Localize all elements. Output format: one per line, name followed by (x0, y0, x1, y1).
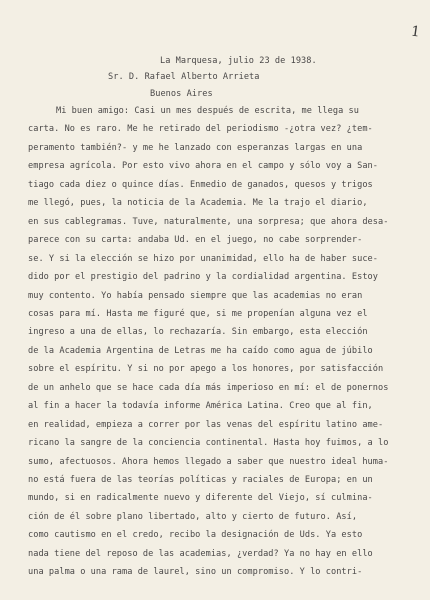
letter-body-line: ción de él sobre plano libertado, alto y cierto de futuro. Así, (28, 511, 358, 522)
letter-body-line: no está fuera de las teorías políticas y raciales de Europa; en un (28, 475, 373, 485)
letter-body-line: parece con su carta: andaba Ud. en el juego, no cabe sorprender- (28, 235, 363, 246)
letter-body-line: me llegó, pues, la noticia de la Academia. Me la trajo el diario, (28, 198, 368, 209)
letter-body-line: dido por el prestigio del padrino y la cordialidad argentina. Estoy (28, 272, 378, 283)
letter-body-line: en sus cablegramas. Tuve, naturalmente, una sorpresa; que ahora desa- (28, 216, 389, 227)
letter-body-line: de un anhelo que se hace cada día más imperioso en mí: el de ponernos (28, 382, 389, 393)
letter-body-line: en realidad, empieza a correr por las venas del espíritu latino ame- (28, 419, 384, 430)
letter-body-line: mundo, si en radicalmente nuevo y diferente del Viejo, sí culmina- (28, 493, 373, 504)
letter-body-line: al fin a hacer la todavía informe América Latina. Creo que al fin, (28, 401, 373, 412)
city-line: Buenos Aires (150, 89, 213, 99)
letter-body-line: empresa agrícola. Por esto vivo ahora en el campo y sólo voy a San- (28, 161, 378, 172)
letter-body-line: se. Y si la elección se hizo por unanimidad, ello ha de haber suce- (28, 253, 378, 264)
letter-body-line: sumo, afectuosos. Ahora hemos llegado a saber que nuestro ideal huma- (28, 456, 389, 467)
page-number-mark: 1 (409, 23, 421, 41)
letter-body-line: Mi buen amigo: Casi un mes después de escrita, me llega su (56, 106, 359, 116)
place-date-line: La Marquesa, julio 23 de 1938. (160, 56, 317, 66)
letter-body-line: como cautismo en el credo, recibo la designación de Uds. Ya esto (28, 530, 363, 541)
letter-body-line: cosas para mí. Hasta me figuré que, si me propenían alguna vez el (28, 308, 368, 319)
letter-body-line: sobre el espíritu. Y si no por apego a los honores, por satisfacción (28, 364, 384, 375)
letter-body-line: muy contento. Yo había pensado siempre que las academias no eran (28, 290, 363, 301)
letter-body-line: de la Academia Argentina de Letras me ha caído como agua de júbilo (28, 345, 373, 356)
letter-body-line: una palma o una rama de laurel, sino un compromiso. Y lo contri- (28, 567, 363, 578)
recipient-line: Sr. D. Rafael Alberto Arrieta (108, 72, 260, 82)
letter-body-line: ingreso a una de ellas, lo rechazaría. Sin embargo, esta elección (28, 327, 368, 338)
letter-body-line: tiago cada diez o quince días. Enmedio de ganados, quesos y trigos (28, 179, 373, 190)
letter-body-line: carta. No es raro. Me he retirado del periodismo -¿otra vez? ¿tem- (28, 124, 373, 135)
letter-body-line: peramento también?- y me he lanzado con esperanzas largas en una (28, 142, 363, 153)
letter-body-line: nada tiene del reposo de las academias, ¿verdad? Ya no hay en ello (28, 548, 373, 559)
letter-body-line: ricano la sangre de la conciencia continental. Hasta hoy fuimos, a lo (28, 438, 389, 449)
